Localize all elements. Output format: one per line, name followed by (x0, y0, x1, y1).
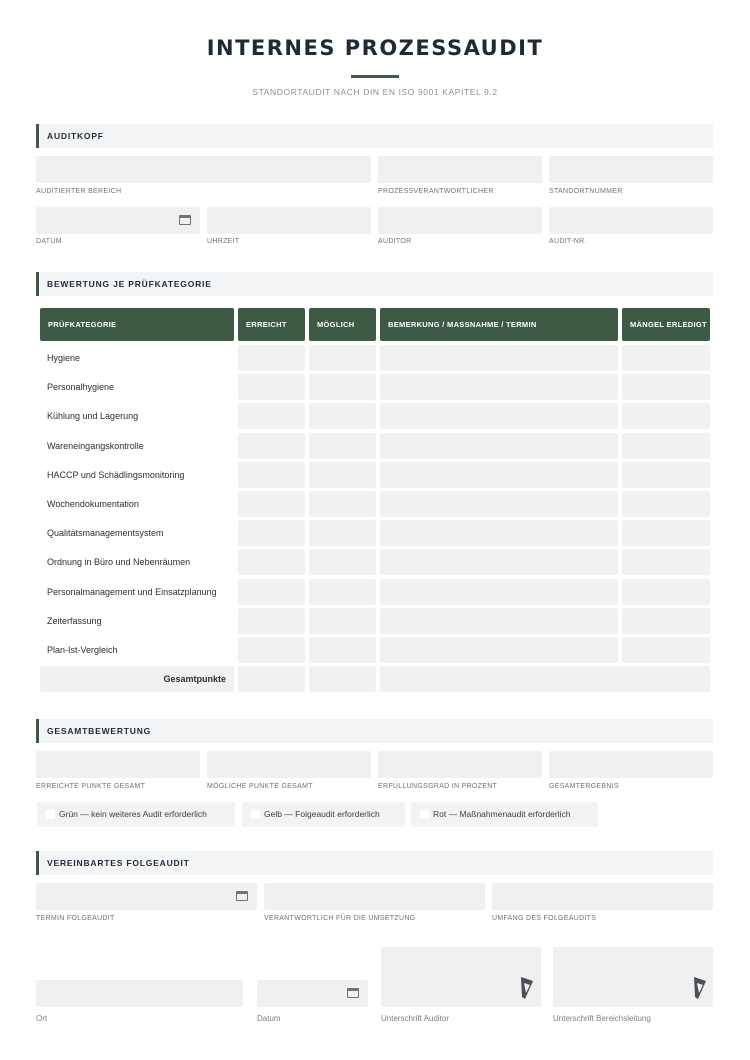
prozessverantwortlicher-field[interactable] (378, 156, 542, 183)
moeglich-field[interactable] (309, 608, 376, 634)
table-row-label: Ordnung in Büro und Nebenräumen (47, 557, 191, 567)
prozessverantwortlicher-label: PROZESSVERANTWORTLICHER (378, 188, 494, 195)
datum-label: DATUM (36, 238, 62, 245)
uhrzeit-field[interactable] (207, 207, 371, 234)
signature-bereichsleitung-label: Unterschrift Bereichsleitung (553, 1014, 651, 1023)
checkbox[interactable] (46, 810, 55, 819)
pen-icon (692, 975, 708, 1001)
maengel-erledigt-field[interactable] (622, 608, 710, 634)
bemerkung-field[interactable] (380, 374, 618, 400)
column-header-maengel: MÄNGEL ERLEDIGT (622, 308, 710, 341)
signature-bereichsleitung-field[interactable] (553, 947, 713, 1007)
column-header-moeglich: MÖGLICH (309, 308, 376, 341)
moeglich-field[interactable] (309, 374, 376, 400)
auditor-field[interactable] (378, 207, 542, 234)
erfuellungsgrad-field[interactable] (378, 751, 542, 778)
ort-field[interactable] (36, 980, 243, 1007)
bemerkung-field[interactable] (380, 345, 618, 371)
bemerkung-field[interactable] (380, 462, 618, 488)
erreicht-field[interactable] (238, 637, 305, 663)
page-title: INTERNES PROZESSAUDIT (206, 36, 544, 60)
moeglich-field[interactable] (309, 520, 376, 546)
section-header-gesamtbewertung (36, 719, 713, 743)
audit-nr-field[interactable] (549, 207, 713, 234)
table-row-label: Qualitätsmanagementsystem (47, 528, 164, 538)
option-label: Grün — kein weiteres Audit erforderlich (59, 809, 207, 819)
moegliche-punkte-label: MÖGLICHE PUNKTE GESAMT (207, 783, 313, 790)
bemerkung-field[interactable] (380, 433, 618, 459)
audit-nr-label: AUDIT-NR. (549, 238, 587, 245)
moeglich-field[interactable] (309, 462, 376, 488)
verantwortlich-field[interactable] (264, 883, 485, 910)
auditor-label: AUDITOR (378, 238, 412, 245)
moeglich-field[interactable] (309, 637, 376, 663)
maengel-erledigt-field[interactable] (622, 462, 710, 488)
option-gelb[interactable] (242, 802, 405, 827)
maengel-erledigt-field[interactable] (622, 345, 710, 371)
termin-folgeaudit-label: TERMIN FOLGEAUDIT (36, 915, 115, 922)
erreicht-field[interactable] (238, 520, 305, 546)
erreicht-field[interactable] (238, 491, 305, 517)
maengel-erledigt-field[interactable] (622, 549, 710, 575)
moegliche-punkte-field[interactable] (207, 751, 371, 778)
section-title: VEREINBARTES FOLGEAUDIT (47, 858, 190, 868)
gesamtergebnis-field[interactable] (549, 751, 713, 778)
page-subtitle: STANDORTAUDIT NACH DIN EN ISO 9001 KAPITEL 9.2 (252, 87, 498, 97)
maengel-erledigt-field[interactable] (622, 491, 710, 517)
bemerkung-field[interactable] (380, 579, 618, 605)
erreicht-field[interactable] (238, 608, 305, 634)
maengel-erledigt-field[interactable] (622, 637, 710, 663)
table-row-label: Wareneingangskontrolle (47, 441, 144, 451)
pen-icon (519, 975, 535, 1001)
table-row-label: Hygiene (47, 353, 81, 363)
section-title: BEWERTUNG JE PRÜFKATEGORIE (47, 279, 212, 289)
uhrzeit-label: UHRZEIT (207, 238, 240, 245)
erreicht-field[interactable] (238, 374, 305, 400)
ort-label: Ort (36, 1014, 48, 1023)
moeglich-field[interactable] (309, 345, 376, 371)
section-header-auditkopf (36, 124, 713, 148)
total-erreicht-field[interactable] (238, 666, 305, 692)
column-header-kategorie: PRÜFKATEGORIE (40, 308, 234, 341)
erfuellungsgrad-label: ERFÜLLUNGSGRAD IN PROZENT (378, 783, 498, 790)
gesamtergebnis-label: GESAMTERGEBNIS (549, 783, 619, 790)
erreichte-punkte-field[interactable] (36, 751, 200, 778)
option-label: Rot — Maßnahmenaudit erforderlich (433, 809, 571, 819)
table-row-label: Plan-Ist-Vergleich (47, 645, 118, 655)
column-header-bemerkung: BEMERKUNG / MASSNAHME / TERMIN (380, 308, 618, 341)
standortnummer-label: STANDORTNUMMER (549, 188, 623, 195)
termin-folgeaudit-field[interactable] (36, 883, 257, 910)
option-rot[interactable] (411, 802, 598, 827)
bemerkung-field[interactable] (380, 637, 618, 663)
section-header-folgeaudit (36, 851, 713, 875)
erreicht-field[interactable] (238, 462, 305, 488)
total-bemerkung-field[interactable] (380, 666, 710, 692)
erreicht-field[interactable] (238, 579, 305, 605)
moeglich-field[interactable] (309, 403, 376, 429)
section-title: GESAMTBEWERTUNG (47, 726, 152, 736)
maengel-erledigt-field[interactable] (622, 579, 710, 605)
section-header-bewertung (36, 272, 713, 296)
total-moeglich-field[interactable] (309, 666, 376, 692)
option-gruen[interactable] (37, 802, 235, 827)
bemerkung-field[interactable] (380, 491, 618, 517)
option-label: Gelb — Folgeaudit erforderlich (264, 809, 380, 819)
maengel-erledigt-field[interactable] (622, 433, 710, 459)
erreicht-field[interactable] (238, 345, 305, 371)
signature-auditor-field[interactable] (381, 947, 541, 1007)
erreicht-field[interactable] (238, 403, 305, 429)
auditierter-bereich-field[interactable] (36, 156, 371, 183)
bemerkung-field[interactable] (380, 403, 618, 429)
datum-field[interactable] (36, 207, 200, 234)
maengel-erledigt-field[interactable] (622, 403, 710, 429)
table-row-label: Personalhygiene (47, 382, 115, 392)
signature-auditor-label: Unterschrift Auditor (381, 1014, 450, 1023)
table-row-label: HACCP und Schädlingsmonitoring (47, 470, 185, 480)
erreicht-field[interactable] (238, 433, 305, 459)
calendar-icon[interactable] (347, 988, 359, 998)
bemerkung-field[interactable] (380, 549, 618, 575)
maengel-erledigt-field[interactable] (622, 374, 710, 400)
umfang-label: UMFANG DES FOLGEAUDITS (492, 915, 597, 922)
maengel-erledigt-field[interactable] (622, 520, 710, 546)
standortnummer-field[interactable] (549, 156, 713, 183)
moeglich-field[interactable] (309, 433, 376, 459)
calendar-icon[interactable] (179, 215, 191, 225)
title-divider (351, 75, 399, 78)
section-title: AUDITKOPF (47, 131, 104, 141)
moeglich-field[interactable] (309, 549, 376, 575)
verantwortlich-label: VERANTWORTLICH FÜR DIE UMSETZUNG (264, 915, 416, 922)
erreichte-punkte-label: ERREICHTE PUNKTE GESAMT (36, 783, 146, 790)
table-row-label: Kühlung und Lagerung (47, 411, 139, 421)
bemerkung-field[interactable] (380, 520, 618, 546)
table-row-label: Personalmanagement und Einsatzplanung (47, 587, 217, 597)
moeglich-field[interactable] (309, 491, 376, 517)
checkbox[interactable] (251, 810, 260, 819)
table-row-label: Wochendokumentation (47, 499, 139, 509)
umfang-field[interactable] (492, 883, 713, 910)
calendar-icon[interactable] (236, 891, 248, 901)
checkbox[interactable] (420, 810, 429, 819)
moeglich-field[interactable] (309, 579, 376, 605)
bemerkung-field[interactable] (380, 608, 618, 634)
total-label: Gesamtpunkte (163, 674, 226, 684)
unterschrift-datum-label: Datum (257, 1014, 281, 1023)
unterschrift-datum-field[interactable] (257, 980, 368, 1007)
erreicht-field[interactable] (238, 549, 305, 575)
total-label-cell (40, 666, 234, 692)
auditierter-bereich-label: AUDITIERTER BEREICH (36, 188, 122, 195)
column-header-erreicht: ERREICHT (238, 308, 305, 341)
table-row-label: Zeiterfassung (47, 616, 102, 626)
